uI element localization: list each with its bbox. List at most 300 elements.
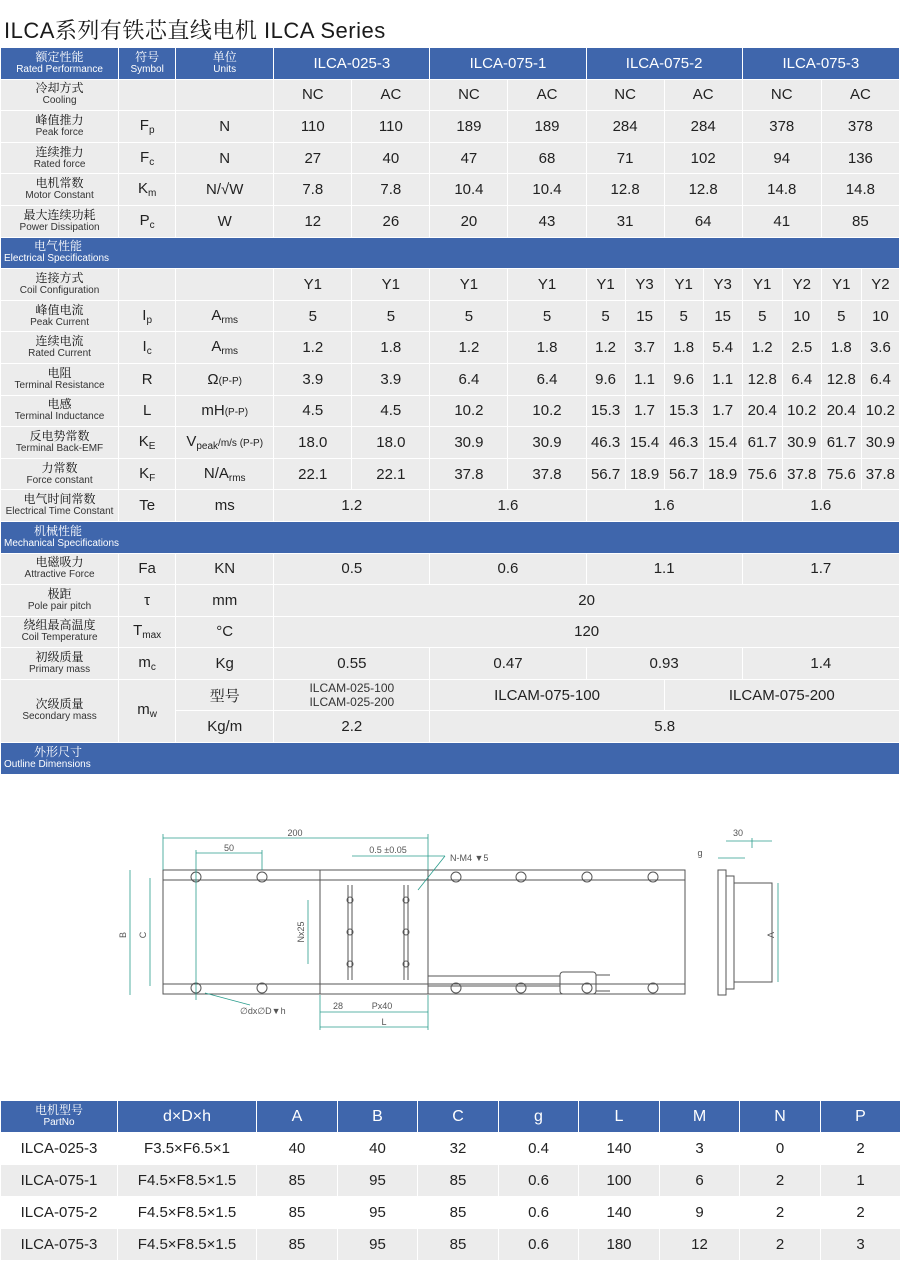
rated-row [1, 142, 900, 174]
mc-value: 0.47 [430, 648, 586, 680]
mover-block [320, 870, 428, 994]
dim-c: C [138, 931, 148, 939]
elec-row [1, 458, 900, 490]
elec-label-cn: 电阻 [47, 365, 72, 380]
elec-value: 5 [430, 300, 508, 332]
elec-value: 1.7 [625, 395, 664, 427]
elec-value: 30.9 [782, 427, 821, 459]
dim-b: B [118, 931, 128, 939]
dim-l: L [381, 1017, 387, 1027]
tau-row [1, 585, 900, 617]
header-performance-cn: 额定性能 [35, 49, 84, 64]
mw-model-a [274, 679, 430, 711]
elec-symbol-main: L [142, 402, 152, 420]
tau-symbol: τ [119, 585, 176, 617]
te-value: 1.6 [430, 490, 586, 522]
elec-symbol-sub: E [148, 440, 156, 452]
rated-value: AC [508, 79, 586, 111]
rated-value: 12.8 [664, 174, 742, 206]
section-outline-en: Outline Dimensions [4, 758, 91, 770]
elec-value: 15.4 [703, 427, 742, 459]
dims-value: 95 [338, 1229, 418, 1261]
tmax-label [1, 616, 119, 648]
elec-value: 37.8 [430, 458, 508, 490]
fa-unit: KN [176, 553, 274, 585]
te-label-cn: 电气时间常数 [23, 492, 96, 507]
header-units-cn: 单位 [212, 49, 237, 64]
mw-model-b: ILCAM-075-100 [430, 679, 664, 711]
rated-symbol-main: P [139, 211, 150, 229]
header-units [176, 48, 274, 80]
dim-200: 200 [287, 828, 303, 838]
section-outline-cell [1, 743, 900, 775]
dims-value: 9 [660, 1197, 740, 1229]
dims-value: F4.5×F8.5×1.5 [118, 1197, 257, 1229]
rated-value: AC [821, 79, 899, 111]
rated-label [1, 205, 119, 237]
rated-value: 14.8 [821, 174, 899, 206]
dims-value: 85 [257, 1197, 338, 1229]
rated-label [1, 142, 119, 174]
dims-value: 40 [257, 1133, 338, 1165]
te-symbol: Te [119, 490, 176, 522]
rated-value: 102 [664, 142, 742, 174]
elec-value: 4.5 [352, 395, 430, 427]
elec-value: 20.4 [821, 395, 861, 427]
dims-value: 0.6 [499, 1229, 579, 1261]
rated-label-cn: 连续推力 [35, 144, 84, 159]
elec-unit [176, 300, 274, 332]
rated-value: 14.8 [742, 174, 821, 206]
mw-model-c: ILCAM-075-200 [664, 679, 899, 711]
elec-row [1, 363, 900, 395]
mw-symbol [119, 679, 176, 742]
te-value: 1.2 [274, 490, 430, 522]
elec-unit-sub: rms [221, 346, 239, 358]
elec-label [1, 395, 119, 427]
elec-value: 61.7 [742, 427, 782, 459]
elec-label-en: Terminal Resistance [14, 379, 105, 391]
mc-label-en: Primary mass [28, 664, 91, 676]
elec-unit [176, 458, 274, 490]
header-units-en: Units [213, 63, 237, 75]
mc-symbol-sub: c [150, 662, 156, 674]
elec-value: Y1 [664, 269, 703, 301]
dims-value: F3.5×F6.5×1 [118, 1133, 257, 1165]
elec-value: 4.5 [274, 395, 352, 427]
header-model: ILCA-025-3 [274, 48, 430, 80]
elec-label-cn: 电感 [47, 397, 72, 412]
dim-px40: Px40 [371, 1001, 393, 1011]
header-model: ILCA-075-2 [586, 48, 742, 80]
tau-value: 20 [274, 585, 900, 617]
tmax-symbol-sub: max [142, 630, 162, 642]
rated-label [1, 111, 119, 143]
elec-unit [176, 363, 274, 395]
elec-value: 1.2 [742, 332, 782, 364]
dims-value: 0 [740, 1133, 821, 1165]
fa-value: 1.7 [742, 553, 899, 585]
elec-value: 2.5 [782, 332, 821, 364]
fa-value: 0.5 [274, 553, 430, 585]
dims-value: 2 [821, 1133, 900, 1165]
header-symbol [119, 48, 176, 80]
elec-value: 1.1 [625, 363, 664, 395]
elec-symbol-sub: p [146, 314, 152, 326]
elec-value: 15.4 [625, 427, 664, 459]
elec-value: 1.2 [430, 332, 508, 364]
rated-value: 110 [352, 111, 430, 143]
mw-kg-label: Kg/m [176, 711, 274, 743]
elec-label [1, 332, 119, 364]
tau-label [1, 585, 119, 617]
dims-value: 3 [821, 1229, 900, 1261]
dims-value: 180 [579, 1229, 660, 1261]
rated-value: 12 [274, 205, 352, 237]
rated-symbol-main: F [139, 116, 149, 134]
tmax-value: 120 [274, 616, 900, 648]
tau-unit: mm [176, 585, 274, 617]
dims-value: 0.4 [499, 1133, 579, 1165]
elec-symbol-sub: c [146, 346, 152, 358]
rated-value: AC [352, 79, 430, 111]
elec-value: 3.9 [352, 363, 430, 395]
dims-value: 1 [821, 1165, 900, 1197]
mc-symbol-main: m [138, 654, 151, 672]
rated-value: 189 [430, 111, 508, 143]
elec-value: 1.2 [586, 332, 625, 364]
dims-header-col: g [499, 1101, 579, 1133]
rated-value: 64 [664, 205, 742, 237]
mw-symbol-sub: w [149, 709, 157, 721]
rated-value: 31 [586, 205, 664, 237]
elec-unit-suffix: (P-P) [224, 407, 249, 419]
rated-value: NC [430, 79, 508, 111]
elec-unit-main: A [211, 306, 222, 324]
elec-symbol-main: K [138, 432, 149, 450]
elec-row [1, 300, 900, 332]
page-title: ILCA系列有铁芯直线电机 ILCA Series [4, 18, 386, 43]
elec-label [1, 427, 119, 459]
dims-value: 140 [579, 1133, 660, 1165]
dim-n25: Nx25 [296, 921, 306, 943]
rated-symbol-main: F [140, 148, 150, 166]
dims-value: 0.6 [499, 1165, 579, 1197]
rated-value: 378 [742, 111, 821, 143]
elec-value: 56.7 [586, 458, 625, 490]
elec-value: Y1 [430, 269, 508, 301]
elec-symbol [119, 269, 176, 301]
rated-value: 47 [430, 142, 508, 174]
dims-header-col: C [418, 1101, 499, 1133]
rated-value: 378 [821, 111, 899, 143]
rated-unit: N [176, 111, 274, 143]
mc-unit: Kg [176, 648, 274, 680]
elec-symbol [119, 300, 176, 332]
elec-value: 1.8 [508, 332, 586, 364]
elec-value: 9.6 [586, 363, 625, 395]
side-view [718, 870, 726, 995]
elec-symbol-main: K [139, 464, 150, 482]
elec-label [1, 300, 119, 332]
rated-value: 12.8 [586, 174, 664, 206]
section-outline-cn: 外形尺寸 [34, 744, 83, 759]
dims-value: 0.6 [499, 1197, 579, 1229]
mc-row [1, 648, 900, 680]
elec-label-en: Terminal Back-EMF [15, 442, 104, 454]
elec-value: 12.8 [821, 363, 861, 395]
dims-header-part [1, 1101, 118, 1133]
rated-value: 43 [508, 205, 586, 237]
elec-label [1, 269, 119, 301]
elec-value: 15 [703, 300, 742, 332]
dims-header-col: M [660, 1101, 740, 1133]
section-electrical-en: Electrical Specifications [4, 253, 110, 265]
rated-row [1, 205, 900, 237]
rated-row [1, 174, 900, 206]
dims-header-en: PartNo [43, 1117, 75, 1128]
dims-header-col: A [257, 1101, 338, 1133]
dims-value: 95 [338, 1165, 418, 1197]
mc-value: 0.93 [586, 648, 742, 680]
elec-label-en: Coil Configuration [19, 284, 100, 296]
elec-value: 12.8 [742, 363, 782, 395]
elec-value: 15.3 [586, 395, 625, 427]
rated-symbol [119, 174, 176, 206]
elec-row [1, 332, 900, 364]
mw-model-a-1: ILCAM-025-100 [309, 681, 395, 696]
elec-value: 1.1 [703, 363, 742, 395]
elec-value: Y2 [861, 269, 899, 301]
elec-label-cn: 峰值电流 [35, 302, 84, 317]
elec-value: 10.2 [430, 395, 508, 427]
dims-header-col: P [821, 1101, 900, 1133]
elec-value: 61.7 [821, 427, 861, 459]
rated-symbol [119, 111, 176, 143]
elec-value: Y1 [274, 269, 352, 301]
dims-value: 95 [338, 1197, 418, 1229]
rated-label-en: Peak force [35, 126, 84, 138]
elec-symbol-main: R [141, 370, 153, 388]
elec-label [1, 363, 119, 395]
dim-28: 28 [332, 1001, 344, 1011]
rated-value: 85 [821, 205, 899, 237]
dims-value: F4.5×F8.5×1.5 [118, 1165, 257, 1197]
elec-value: 1.8 [821, 332, 861, 364]
rated-value: 94 [742, 142, 821, 174]
rated-value: 7.8 [352, 174, 430, 206]
elec-value: 18.9 [625, 458, 664, 490]
dims-part: ILCA-025-3 [1, 1133, 118, 1165]
dims-header-col: B [338, 1101, 418, 1133]
rated-label-cn: 电机常数 [35, 176, 84, 191]
dims-value: 40 [338, 1133, 418, 1165]
rated-unit: W [176, 205, 274, 237]
rated-symbol [119, 79, 176, 111]
rated-value: 68 [508, 142, 586, 174]
elec-value: 5 [664, 300, 703, 332]
tmax-unit: °C [176, 616, 274, 648]
elec-value: 75.6 [742, 458, 782, 490]
elec-value: Y2 [782, 269, 821, 301]
tau-label-en: Pole pair pitch [27, 600, 92, 612]
elec-value: 5 [508, 300, 586, 332]
rated-value: 27 [274, 142, 352, 174]
section-mechanical [1, 521, 900, 553]
rated-value: 110 [274, 111, 352, 143]
te-value: 1.6 [586, 490, 742, 522]
rated-row [1, 79, 900, 111]
dims-value: 85 [418, 1165, 499, 1197]
spec-table [0, 47, 900, 775]
elec-value: Y3 [625, 269, 664, 301]
rated-value: 189 [508, 111, 586, 143]
elec-value: 3.7 [625, 332, 664, 364]
elec-value: 10.2 [861, 395, 899, 427]
mc-label-cn: 初级质量 [35, 650, 84, 665]
dims-value: 6 [660, 1165, 740, 1197]
dims-header-col: N [740, 1101, 821, 1133]
elec-unit-main: N/A [203, 464, 229, 482]
rated-value: 40 [352, 142, 430, 174]
header-model: ILCA-075-3 [742, 48, 899, 80]
dims-row [1, 1229, 900, 1261]
tmax-label-cn: 绕组最高温度 [23, 618, 96, 633]
section-mechanical-en: Mechanical Specifications [4, 537, 120, 549]
rated-symbol-sub: m [147, 188, 157, 200]
elec-label-en: Force constant [26, 474, 93, 486]
header-performance-en: Rated Performance [16, 63, 103, 75]
elec-unit-sub: rms [228, 472, 246, 484]
rated-unit: N/√W [176, 174, 274, 206]
section-mechanical-cn: 机械性能 [34, 523, 83, 538]
elec-value: Y1 [508, 269, 586, 301]
rated-label-en: Power Dissipation [19, 221, 100, 233]
rated-symbol-sub: c [149, 156, 155, 168]
rated-value: 10.4 [508, 174, 586, 206]
elec-value: 10 [861, 300, 899, 332]
mw-label-cn: 次级质量 [35, 697, 84, 712]
elec-value: 6.4 [782, 363, 821, 395]
elec-value: 3.9 [274, 363, 352, 395]
elec-symbol-main: I [142, 306, 147, 324]
elec-value: Y3 [703, 269, 742, 301]
rated-label-cn: 冷却方式 [35, 81, 84, 96]
elec-value: 37.8 [782, 458, 821, 490]
elec-symbol [119, 427, 176, 459]
elec-value: 46.3 [664, 427, 703, 459]
fa-value: 1.1 [586, 553, 742, 585]
rated-symbol [119, 205, 176, 237]
section-electrical-cell [1, 237, 900, 269]
dims-value: F4.5×F8.5×1.5 [118, 1229, 257, 1261]
elec-unit-sub: rms [221, 314, 239, 326]
elec-symbol-sub: F [149, 472, 156, 484]
elec-value: Y1 [821, 269, 861, 301]
elec-value: 5 [352, 300, 430, 332]
rated-value: NC [586, 79, 664, 111]
dims-value: 140 [579, 1197, 660, 1229]
elec-symbol [119, 458, 176, 490]
elec-symbol [119, 395, 176, 427]
elec-value: 56.7 [664, 458, 703, 490]
rated-label-en: Rated force [33, 158, 86, 170]
rated-label [1, 79, 119, 111]
mw-model-label: 型号 [176, 679, 274, 711]
elec-value: 5 [821, 300, 861, 332]
elec-value: 3.6 [861, 332, 899, 364]
te-unit: ms [176, 490, 274, 522]
te-label-en: Electrical Time Constant [5, 506, 114, 518]
rated-value: 20 [430, 205, 508, 237]
te-row [1, 490, 900, 522]
elec-value: 1.7 [703, 395, 742, 427]
elec-row [1, 269, 900, 301]
rated-unit [176, 79, 274, 111]
elec-unit [176, 395, 274, 427]
elec-value: 6.4 [508, 363, 586, 395]
section-electrical [1, 237, 900, 269]
elec-value: 1.8 [352, 332, 430, 364]
outline-drawing [0, 790, 900, 1090]
elec-label-en: Peak Current [30, 316, 90, 328]
elec-label-en: Rated Current [28, 348, 91, 360]
mw-model-a-2: ILCAM-025-200 [309, 695, 395, 710]
elec-unit-main: Ω [207, 370, 219, 388]
fa-label-cn: 电磁吸力 [35, 555, 84, 570]
rated-value: NC [742, 79, 821, 111]
dims-value: 2 [821, 1197, 900, 1229]
elec-value: 20.4 [742, 395, 782, 427]
elec-label-cn: 连续电流 [35, 334, 84, 349]
elec-value: 5 [586, 300, 625, 332]
rated-value: AC [664, 79, 742, 111]
elec-row [1, 395, 900, 427]
elec-value: 10 [782, 300, 821, 332]
rated-symbol-main: K [137, 180, 148, 198]
dims-value: 32 [418, 1133, 499, 1165]
elec-label-cn: 连接方式 [35, 270, 84, 285]
elec-value: Y1 [586, 269, 625, 301]
elec-unit-sub: peak [196, 440, 219, 452]
elec-value: Y1 [352, 269, 430, 301]
elec-value: 37.8 [508, 458, 586, 490]
elec-unit [176, 269, 274, 301]
fa-row [1, 553, 900, 585]
rated-value: 10.4 [430, 174, 508, 206]
header-performance [1, 48, 119, 80]
te-label [1, 490, 119, 522]
mw-row [1, 679, 900, 711]
elec-value: 18.0 [274, 427, 352, 459]
elec-unit [176, 332, 274, 364]
mw-kg-a: 2.2 [274, 711, 430, 743]
dims-header-col: L [579, 1101, 660, 1133]
header-symbol-en: Symbol [130, 63, 164, 75]
mw-label [1, 679, 119, 742]
mw-label-en: Secondary mass [22, 711, 97, 723]
dims-value: 85 [257, 1165, 338, 1197]
elec-value: 30.9 [508, 427, 586, 459]
tmax-label-en: Coil Temperature [21, 632, 98, 644]
rated-symbol-sub: p [148, 124, 155, 136]
rated-value: NC [274, 79, 352, 111]
elec-label-en: Terminal Inductance [14, 411, 105, 423]
elec-unit-main: V [186, 432, 197, 450]
dim-30: 30 [732, 828, 744, 838]
elec-value: 5.4 [703, 332, 742, 364]
rated-value: 41 [742, 205, 821, 237]
